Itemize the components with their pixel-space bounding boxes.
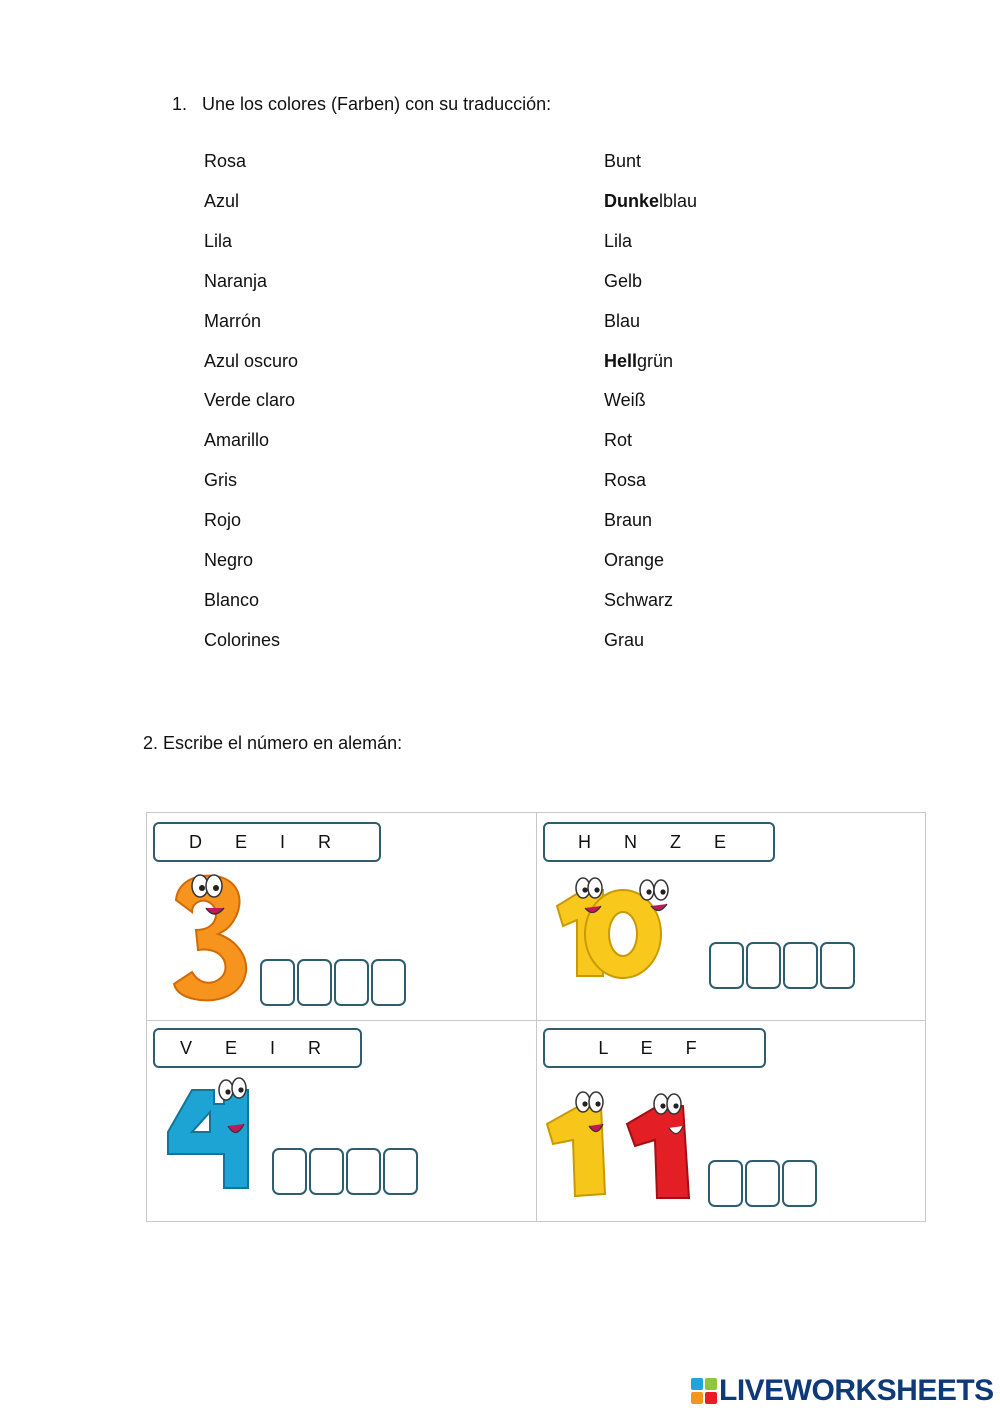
- spanish-word: Naranja: [204, 270, 268, 291]
- german-word: [604, 190, 697, 212]
- letter-box-2-1[interactable]: [709, 942, 744, 989]
- number-11-character: [543, 1090, 693, 1202]
- number-4-eye-right: [232, 1078, 246, 1098]
- number-11-eye-4: [667, 1094, 681, 1114]
- letter-box-2-4[interactable]: [820, 942, 855, 989]
- letter-box-1-3[interactable]: [334, 959, 369, 1006]
- number-3-character: [166, 868, 258, 1004]
- logo-mark-square-3: [691, 1392, 703, 1404]
- scrambled-word-box-4: [543, 1028, 766, 1068]
- number-4-character: [166, 1076, 256, 1192]
- logo-mark-square-4: [705, 1392, 717, 1404]
- spanish-word: Colorines: [204, 629, 281, 650]
- spanish-word: Lila: [204, 230, 233, 251]
- german-word-rest: Blau: [604, 310, 641, 331]
- number-10-eye-3: [640, 880, 654, 900]
- letter-box-3-3[interactable]: [346, 1148, 381, 1195]
- liveworksheets-logo: [691, 1374, 994, 1408]
- number-11-eye-1: [576, 1092, 590, 1112]
- number-10-pupil-4: [660, 889, 665, 894]
- german-word: [604, 270, 642, 292]
- spanish-word: Gris: [204, 470, 237, 491]
- letter-box-4-1[interactable]: [708, 1160, 743, 1207]
- spanish-word: Marrón: [204, 310, 262, 331]
- exercise-2-title: 2. Escribe el número en alemán:: [143, 733, 403, 753]
- german-word-rest: Braun: [604, 510, 653, 531]
- number-10-zero-hole: [609, 912, 637, 956]
- exercise-1-number: 1.: [172, 94, 188, 114]
- letter-box-3-2[interactable]: [309, 1148, 344, 1195]
- letter-box-4-3[interactable]: [782, 1160, 817, 1207]
- german-word: [604, 629, 644, 651]
- german-word-rest: Rosa: [604, 470, 647, 491]
- logo-mark-icon: [691, 1378, 717, 1404]
- spanish-word: Azul: [204, 190, 240, 211]
- number-10-eye-4: [654, 880, 668, 900]
- letter-box-1-4[interactable]: [371, 959, 406, 1006]
- number-11-one-red: [627, 1104, 689, 1198]
- german-word-rest: lblau: [659, 190, 698, 211]
- logo-text: LIVEWORKSHEETS: [719, 1374, 994, 1407]
- number-10-pupil-2: [594, 887, 599, 892]
- scrambled-word-2: H N Z E: [577, 831, 740, 852]
- german-word: [604, 549, 664, 571]
- number-11-pupil-3: [660, 1103, 665, 1108]
- number-4-shape: [168, 1090, 248, 1188]
- number-10-character: [543, 876, 703, 980]
- german-word-rest: Rot: [604, 430, 633, 451]
- grid-divider-horizontal: [146, 1020, 926, 1021]
- spanish-word: Rosa: [204, 151, 247, 171]
- letter-box-1-1[interactable]: [260, 959, 295, 1006]
- letter-box-3-4[interactable]: [383, 1148, 418, 1195]
- german-word-rest: Lila: [604, 230, 633, 251]
- german-word: [604, 350, 673, 372]
- spanish-word: Rojo: [204, 510, 242, 531]
- scrambled-word-box-2: [543, 822, 775, 862]
- logo-mark-square-2: [705, 1378, 717, 1390]
- spanish-word: Negro: [204, 550, 254, 570]
- scrambled-word-3: V E I R: [179, 1037, 335, 1058]
- german-word-rest: Bunt: [604, 151, 642, 171]
- exercise-1-text: Une los colores (Farben) con su traducción:: [202, 94, 552, 114]
- german-word-bold-part: Hell: [604, 350, 638, 371]
- german-word-rest: Gelb: [604, 270, 643, 291]
- exercise-1-title: [172, 94, 551, 115]
- german-word: [604, 150, 641, 172]
- german-word-bold-part: Dunke: [604, 190, 660, 211]
- scrambled-word-4: L E F: [598, 1037, 711, 1058]
- german-word: [604, 310, 640, 332]
- scrambled-word-1: D E I R: [188, 831, 345, 852]
- number-10-pupil-3: [646, 889, 651, 894]
- number-11-eye-3: [654, 1094, 668, 1114]
- letter-box-2-3[interactable]: [783, 942, 818, 989]
- letter-box-3-1[interactable]: [272, 1148, 307, 1195]
- letter-box-1-2[interactable]: [297, 959, 332, 1006]
- letter-box-4-2[interactable]: [745, 1160, 780, 1207]
- number-10-pupil-1: [582, 887, 587, 892]
- number-11-pupil-4: [673, 1103, 678, 1108]
- german-word-rest: Schwarz: [604, 589, 674, 610]
- number-3-pupil-left: [199, 885, 205, 891]
- number-4-pupil-right: [238, 1087, 243, 1092]
- number-11-one-yellow: [547, 1106, 605, 1196]
- german-word: [604, 509, 652, 531]
- spanish-word: Amarillo: [204, 430, 270, 451]
- german-word: [604, 429, 632, 451]
- number-10-eye-2: [588, 878, 602, 898]
- german-word: [604, 230, 632, 252]
- scrambled-word-box-3: [153, 1028, 362, 1068]
- spanish-word: Verde claro: [204, 390, 296, 411]
- number-11-pupil-1: [582, 1101, 587, 1106]
- spanish-word: Azul oscuro: [204, 350, 299, 371]
- german-word-rest: Grau: [604, 629, 645, 650]
- number-11-eye-2: [589, 1092, 603, 1112]
- german-word: [604, 589, 673, 611]
- number-4-eye-left: [219, 1080, 233, 1100]
- logo-mark-square-1: [691, 1378, 703, 1390]
- spanish-word: Blanco: [204, 589, 260, 610]
- scrambled-word-box-1: [153, 822, 381, 862]
- number-11-pupil-2: [595, 1101, 600, 1106]
- german-word: [604, 469, 646, 491]
- letter-box-2-2[interactable]: [746, 942, 781, 989]
- number-4-pupil-left: [225, 1089, 230, 1094]
- german-word: [604, 389, 646, 411]
- german-word-rest: grün: [637, 350, 674, 371]
- grid-divider-vertical: [536, 812, 537, 1222]
- number-3-pupil-right: [213, 885, 219, 891]
- german-word-rest: Orange: [604, 550, 665, 570]
- german-word-rest: Weiß: [604, 390, 646, 411]
